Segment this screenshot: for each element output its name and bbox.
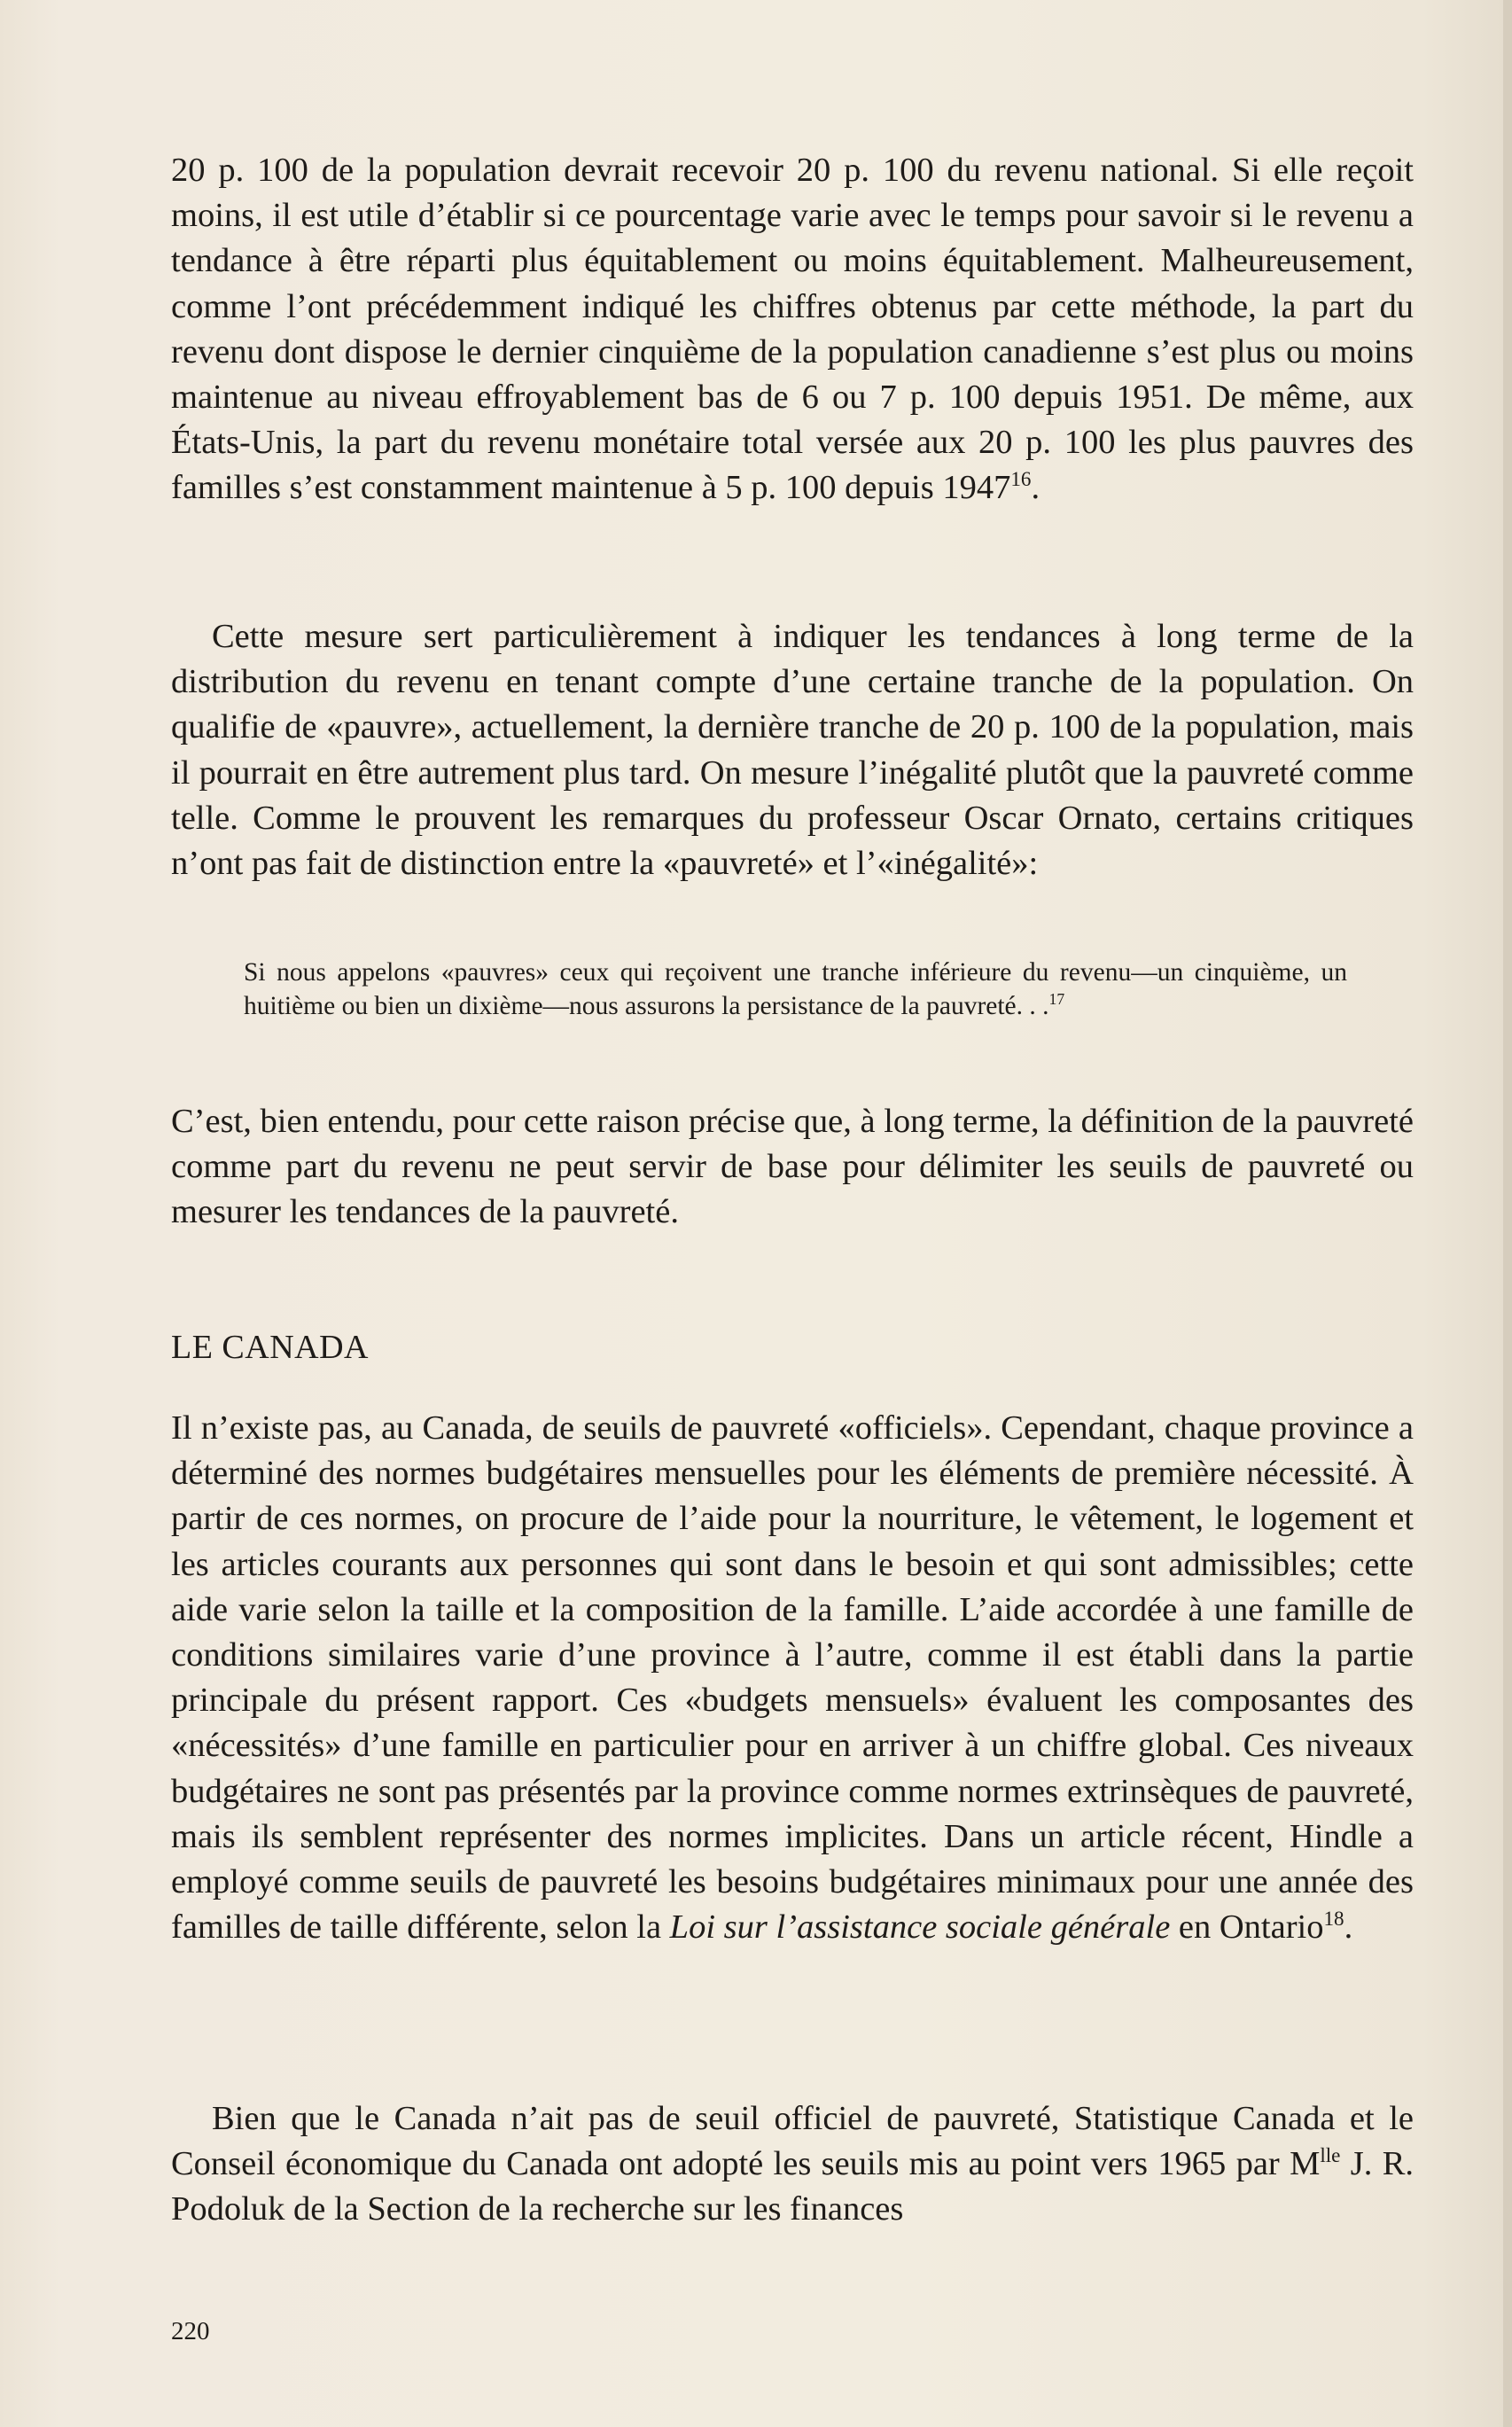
- law-title: Loi sur l’assistance sociale générale: [669, 1908, 1171, 1947]
- paragraph-text-end: en Ontario: [1170, 1908, 1324, 1947]
- paragraph-measure: [171, 614, 1414, 886]
- footnote-ref-18: 18: [1323, 1907, 1344, 1931]
- paragraph-canada-thresholds: [171, 1406, 1414, 1950]
- paragraph-text: Bien que le Canada n’ait pas de seuil officiel de pauvreté, Statistique Canada et le Conseil économique du Canada ont adopté les seuils mis au point vers 1965 par M: [171, 2100, 1414, 2183]
- paragraph-text: Cette mesure sert particulièrement à indiquer les tendances à long terme de la distribution du revenu en tenant compte d’une certaine tranche de la population. On qualifie de «pauvre», actuellement, la dernière tranche de 20 p. 100 de la population, mais il pourrait en être autrement plus tard. On mesure l’inégalité plutôt que la pauvreté comme telle. Comme le prouvent les remarques du professeur Oscar Ornato, certains critiques n’ont pas fait de distinction entre la «pauvreté» et l’«inégalité»:: [171, 618, 1414, 883]
- paragraph-text-end: J. R. Podoluk de la Section de la recherche sur les finances: [171, 2145, 1414, 2228]
- paragraph-text: Il n’existe pas, au Canada, de seuils de pauvreté «officiels». Cependant, chaque province a déterminé des normes budgétaires mensuelles pour les éléments de première nécessité. À partir de ces normes, on procure de l’aide pour la nourriture, le vêtement, le logement et les articles courants aux personnes qui sont dans le besoin et qui sont admissibles; cette aide varie selon la taille et la composition de la famille. L’aide accordée à une famille de conditions similaires varie d’une province à l’autre, comme il est établi dans la partie principale du présent rapport. Ces «budgets mensuels» évaluent les composantes des «nécessités» d’une famille en particulier pour en arriver à un chiffre global. Ces niveaux budgétaires ne sont pas présentés par la province comme normes extrinsèques de pauvreté, mais ils semblent représenter des normes implicites. Dans un article récent, Hindle a employé comme seuils de pauvreté les besoins budgétaires minimaux pour une année des familles de taille différente, selon la: [171, 1409, 1414, 1947]
- paragraph-text: 20 p. 100 de la population devrait recevoir 20 p. 100 du revenu national. Si elle reçoit moins, il est utile d’établir si ce pourcentage varie avec le temps pour savoir si le revenu a tendance à être réparti plus équitablement ou moins équitablement. Malheureusement, comme l’ont précédemment indiqué les chiffres obtenus par cette méthode, la part du revenu dont dispose le dernier cinquième de la population canadienne s’est plus ou moins maintenue au niveau effroyablement bas de 6 ou 7 p. 100 depuis 1951. De même, aux États-Unis, la part du revenu monétaire total versée aux 20 p. 100 les plus pauvres des familles s’est constamment maintenue à 5 p. 100 depuis 1947: [171, 152, 1414, 507]
- paragraph-statistics-canada: [171, 2096, 1414, 2233]
- block-quote: [244, 956, 1347, 1023]
- paragraph-income-share: [171, 148, 1414, 511]
- paragraph-conclusion: [171, 1099, 1414, 1236]
- footnote-ref-17: 17: [1048, 990, 1065, 1009]
- page-binding-edge: [1503, 0, 1512, 2427]
- paragraph-text: C’est, bien entendu, pour cette raison précise que, à long terme, la définition de la pauvreté comme part du revenu ne peut servir de base pour délimiter les seuils de pauvreté ou mesurer les tendances de la pauvreté.: [171, 1103, 1414, 1231]
- paragraph-period: .: [1031, 469, 1040, 507]
- quote-text: Si nous appelons «pauvres» ceux qui reçoivent une tranche inférieure du revenu—un cinquième, un huitième ou bien un dixième—nous assurons la persistance de la pauvreté. . .: [244, 958, 1347, 1020]
- footnote-ref-16: 16: [1010, 467, 1032, 491]
- paragraph-period: .: [1344, 1908, 1353, 1947]
- section-heading: LE CANADA: [171, 1329, 369, 1366]
- page-number: 220: [171, 2317, 210, 2345]
- title-superscript: lle: [1320, 2143, 1341, 2167]
